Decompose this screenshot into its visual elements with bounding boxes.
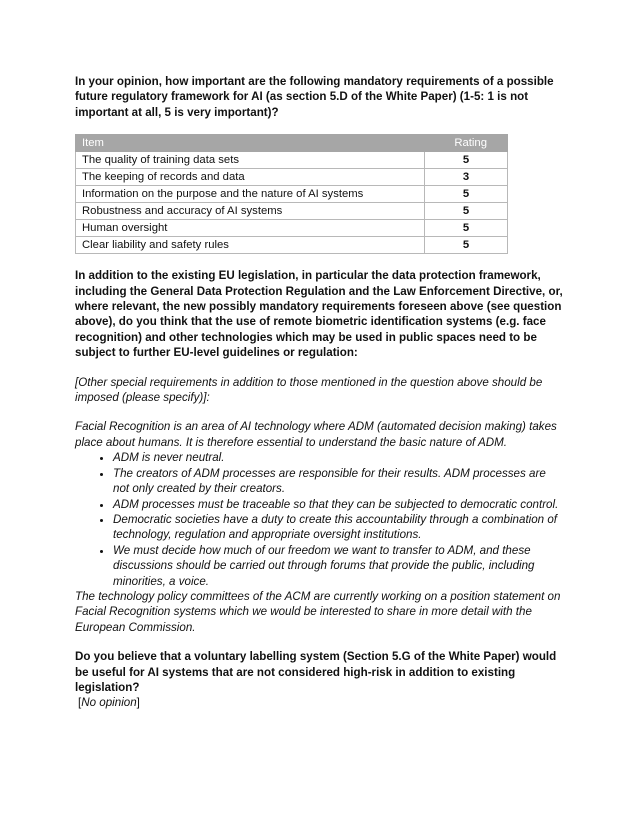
list-item: • Democratic societies have a duty to create this accountability through a combination of technology, regulation and appropriate oversight institutions. [113,512,565,543]
row-item: The quality of training data sets [76,152,425,169]
ratings-table [75,134,508,254]
list-item: • ADM processes must be traceable so that they can be subjected to democratic control. [113,497,565,512]
answer-value: No opinion [81,696,137,710]
list-item: • We must decide how much of our freedom we want to transfer to ADM, and these discussions should be carried out through forums that provide the public, including minorities, a voice. [113,543,565,589]
question-requirements-importance: In your opinion, how important are the following mandatory requirements of a possible future regulatory framework for AI (as section 5.D of the White Paper) (1-5: 1 is not important at all, 5 is very important)? [75,75,554,119]
row-item: Clear liability and safety rules [76,237,425,254]
table-row [76,220,508,237]
question-voluntary-labelling: Do you believe that a voluntary labelling system (Section 5.G of the White Paper) would be useful for AI systems that are not considered high-risk in addition to existing legislation? [75,650,557,694]
row-item: Human oversight [76,220,425,237]
answer-bracket-open: [ [78,696,82,710]
table-header-row [76,135,508,152]
row-rating: 5 [425,203,508,220]
table-row [76,237,508,254]
table-row [76,203,508,220]
table-row [76,152,508,169]
row-rating: 3 [425,169,508,186]
row-rating: 5 [425,237,508,254]
table-row [76,169,508,186]
list-item: • ADM is never neutral. [113,450,565,465]
question-instruction: [Other special requirements in addition to those mentioned in the question above should be imposed (please specify)]: [75,375,543,405]
row-rating: 5 [425,220,508,237]
document-page [75,74,565,711]
row-rating: 5 [425,186,508,203]
row-item: Robustness and accuracy of AI systems [76,203,425,220]
header-item: Item [76,135,425,152]
labelling-answer [75,695,565,710]
answer-intro: Facial Recognition is an area of AI technology where ADM (automated decision making) takes place about humans. It is therefore essential to understand the basic nature of ADM. [75,420,557,449]
adm-bullet-list [75,450,565,589]
answer-bracket-close: ] [136,696,140,710]
row-item: The keeping of records and data [76,169,425,186]
row-rating: 5 [425,152,508,169]
answer-outro: The technology policy committees of the ACM are currently working on a position statement on Facial Recognition systems which we would be interested to share in more detail with the European Commission. [75,589,561,634]
row-item: Information on the purpose and the nature of AI systems [76,186,425,203]
list-item: • The creators of ADM processes are responsible for their results. ADM processes are not only created by their creators. [113,466,565,497]
header-rating: Rating [425,135,508,152]
question-biometric-identification: In addition to the existing EU legislation, in particular the data protection framework, including the General Data Protection Regulation and the Law Enforcement Directive, or, where relevant, the new possibly mandatory requirements foreseen above (see question above), do you think that the use of remote biometric identification systems (e.g. face recognition) and other technologies which may be used in public spaces need to be subject to further EU-level guidelines or regulation: [75,269,563,360]
table-row [76,186,508,203]
